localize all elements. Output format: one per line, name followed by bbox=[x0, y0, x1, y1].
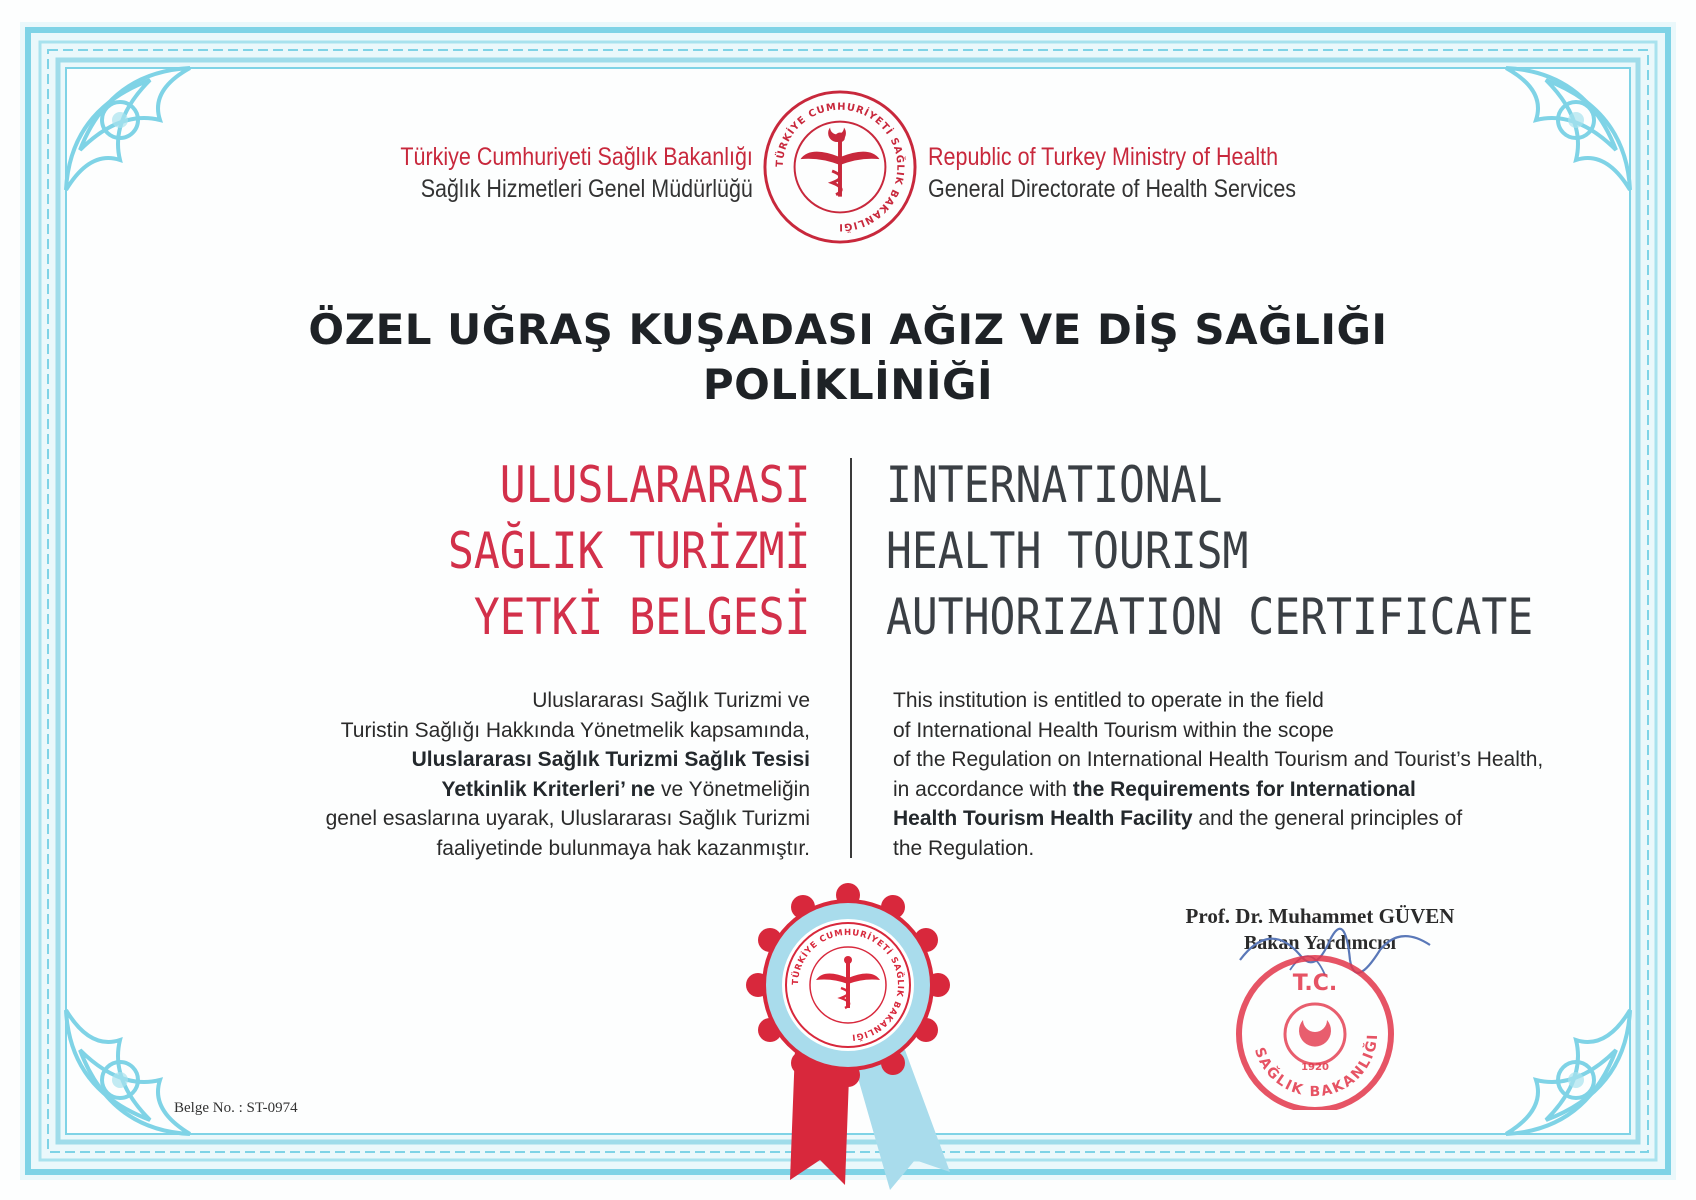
certificate-title-tr bbox=[448, 452, 810, 650]
directorate-title-tr: Sağlık Hizmetleri Genel Müdürlüğü bbox=[420, 175, 753, 203]
caduceus-icon bbox=[801, 128, 880, 197]
rosette-ring-text: TÜRKİYE CUMHURİYETİ SAĞLIK BAKANLIĞI bbox=[790, 927, 906, 1042]
body-text-tr bbox=[250, 686, 810, 863]
body-tr-fragment: ve Yönetmeliğin bbox=[655, 777, 810, 801]
body-tr-line: faaliyetinde bulunmaya hak kazanmıştır. bbox=[436, 836, 810, 860]
certificate-title-tr-line: YETKİ BELGESİ bbox=[473, 588, 810, 646]
body-en-bold-fragment: Health Tourism Health Facility bbox=[893, 807, 1193, 830]
stamp-year: 1920 bbox=[1301, 1062, 1329, 1073]
handwritten-signature bbox=[1240, 929, 1430, 973]
certificate-title-en bbox=[886, 452, 1533, 650]
body-tr-line: Turistin Sağlığı Hakkında Yönetmelik kapsamında, bbox=[340, 718, 810, 742]
body-en-line: This institution is entitled to operate in the field bbox=[893, 689, 1324, 712]
certificate-title-tr-line: ULUSLARARASI bbox=[499, 456, 810, 514]
certificate-title-en-line: HEALTH TOURISM bbox=[886, 522, 1249, 580]
facility-name-line2: POLİKLİNİĞİ bbox=[702, 360, 994, 409]
body-en-bold-fragment: the Requirements for International bbox=[1072, 777, 1416, 801]
facility-name-line1: ÖZEL UĞRAŞ KUŞADASI AĞIZ VE DİŞ SAĞLIĞI bbox=[308, 305, 1388, 354]
signatory-name: Prof. Dr. Muhammet GÜVEN bbox=[1185, 904, 1455, 928]
certificate-title-en-line: INTERNATIONAL bbox=[886, 456, 1223, 514]
body-tr-line: genel esaslarına uyarak, Uluslararası Sağlık Turizmi bbox=[325, 807, 810, 830]
body-en-line: the Regulation. bbox=[893, 836, 1035, 860]
logo-ring-text: TÜRKİYE CUMHURİYETİ SAĞLIK BAKANLIĞI bbox=[774, 101, 906, 233]
body-en-fragment: in accordance with bbox=[893, 777, 1073, 801]
ministry-name-en bbox=[928, 141, 1296, 205]
body-tr-line-mixed bbox=[250, 775, 810, 805]
rosette-seal bbox=[700, 880, 1000, 1200]
body-en-line-mixed bbox=[893, 804, 1613, 834]
body-tr-bold-fragment: Yetkinlik Kriterleri’ ne bbox=[441, 777, 656, 801]
stamp-top-text: T.C. bbox=[1292, 971, 1338, 996]
document-number: Belge No. : ST-0974 bbox=[174, 1100, 298, 1116]
signatory-title: Bakan Yardımcısı bbox=[1243, 932, 1397, 954]
body-text-en bbox=[893, 686, 1613, 863]
official-stamp bbox=[1200, 900, 1460, 1110]
certificate-title-tr-line: SAĞLIK TURİZMİ bbox=[447, 522, 810, 580]
facility-name bbox=[200, 302, 1496, 412]
body-en-line: of the Regulation on International Health Tourism and Tourist’s Health, bbox=[893, 748, 1544, 771]
body-tr-line: Uluslararası Sağlık Turizmi ve bbox=[532, 689, 810, 712]
directorate-title-en: General Directorate of Health Services bbox=[928, 175, 1297, 203]
certificate-title-en-line: AUTHORIZATION CERTIFICATE bbox=[886, 588, 1534, 646]
body-tr-line-bold: Uluslararası Sağlık Turizmi Sağlık Tesisi bbox=[411, 748, 810, 771]
stamp-ring-text: SAĞLIK BAKANLIĞI bbox=[1250, 1032, 1382, 1101]
ministry-seal-logo bbox=[761, 88, 919, 246]
ministry-name-tr bbox=[400, 141, 753, 205]
vertical-divider bbox=[850, 458, 852, 858]
body-en-fragment: and the general principles of bbox=[1192, 807, 1463, 830]
body-en-line-mixed bbox=[893, 775, 1613, 805]
body-en-line: of International Health Tourism within the scope bbox=[893, 718, 1334, 742]
ministry-title-tr: Türkiye Cumhuriyeti Sağlık Bakanlığı bbox=[400, 143, 753, 171]
ministry-title-en: Republic of Turkey Ministry of Health bbox=[928, 143, 1279, 171]
crescent-icon bbox=[1299, 1020, 1331, 1047]
